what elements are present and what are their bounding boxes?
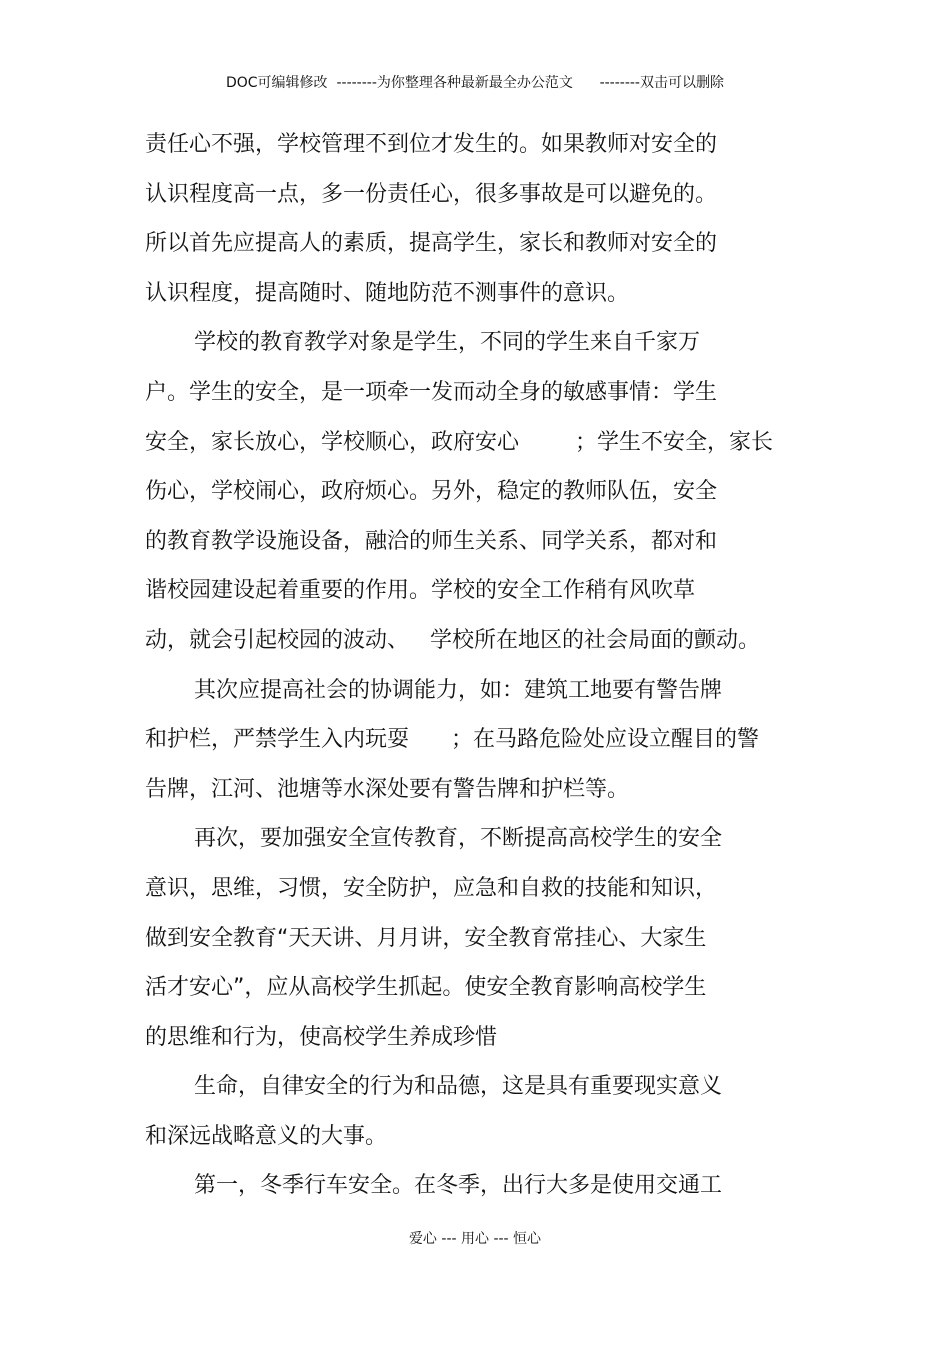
text-line: 学校的教育教学对象是学生，不同的学生来自千家万 (194, 330, 701, 356)
text-line: 的思维和行为，使高校学生养成珍惜 (145, 1024, 498, 1050)
text-line: 所以首先应提高人的素质，提高学生，家长和教师对安全的 (145, 231, 718, 257)
text-line: 做到安全教育“天天讲、月月讲，安全教育常挂心、大家生 (145, 925, 707, 951)
text-line: 告牌，江河、池塘等水深处要有警告牌和护栏等。 (145, 776, 630, 802)
text-line: 户。学生的安全，是一项牵一发而动全身的敏感事情：学生 (145, 379, 718, 405)
text-line: 伤心，学校闹心，政府烦心。另外，稳定的教师队伍，安全 (145, 479, 718, 505)
text-line: 意识，思维，习惯，安全防护，应急和自救的技能和知识， (145, 875, 718, 901)
page-header: DOC可编辑修改 --------为你整理各种最新最全办公范文 --------双击可以删除 (225, 75, 724, 91)
text-line: 谐校园建设起着重要的作用。学校的安全工作稍有风吹草 (145, 578, 696, 604)
text-line: 第一，冬季行车安全。在冬季，出行大多是使用交通工 (194, 1173, 723, 1199)
text-line: 的教育教学设施设备，融洽的师生关系、同学关系，都对和 (145, 528, 718, 554)
text-line: 再次，要加强安全宣传教育，不断提高高校学生的安全 (194, 826, 723, 852)
text-line: 活才安心”，应从高校学生抓起。使安全教育影响高校学生 (145, 975, 707, 1001)
page-footer: 爱心 --- 用心 --- 恒心 (408, 1231, 542, 1247)
text-line: 认识程度，提高随时、随地防范不测事件的意识。 (145, 280, 630, 306)
text-line: 责任心不强，学校管理不到位才发生的。如果教师对安全的 (145, 132, 718, 157)
document-body (145, 120, 805, 1211)
text-line: 和深远战略意义的大事。 (145, 1123, 388, 1149)
text-line: 安全，家长放心，学校顺心，政府安心 ；学生不安全，家长 (145, 429, 773, 455)
text-line: 动，就会引起校园的波动、 学校所在地区的社会局面的颤动。 (145, 627, 760, 653)
text-line: 生命，自律安全的行为和品德，这是具有重要现实意义 (194, 1074, 723, 1100)
text-line: 和护栏，严禁学生入内玩耍 ；在马路危险处应设立醒目的警 (145, 727, 759, 753)
text-line: 其次应提高社会的协调能力，如：建筑工地要有警告牌 (194, 677, 723, 703)
text-line: 认识程度高一点，多一份责任心，很多事故是可以避免的。 (145, 181, 718, 207)
